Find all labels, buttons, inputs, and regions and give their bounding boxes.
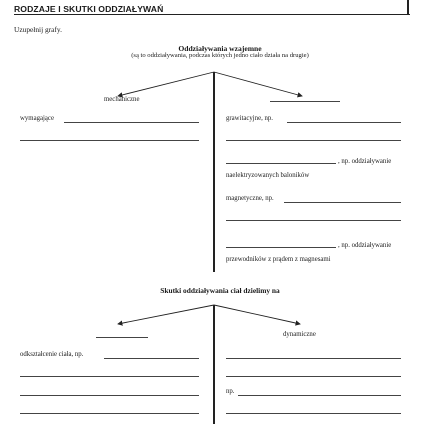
graph1-magn-blank-1[interactable] (284, 202, 401, 203)
instruction-text: Uzupełnij grafy. (14, 25, 62, 34)
graph1-arrow-right (214, 72, 302, 96)
graph2-right-blank-3[interactable] (238, 395, 401, 396)
graph1-right-branch-blank[interactable] (270, 101, 340, 102)
graph2-arrow-left (118, 305, 214, 324)
graph1-left-item-blank-1[interactable] (64, 122, 199, 123)
graph2-right-branch: dynamiczne (283, 331, 316, 338)
graph1-cond-label-b: przewodników z prądem z magnesami (226, 256, 331, 263)
graph1-grav-label: grawitacyjne, np. (226, 115, 273, 122)
graph1-left-branch: mechaniczne (104, 96, 140, 103)
graph2-right-blank-2[interactable] (226, 376, 401, 377)
graph2-right-blank-1[interactable] (226, 358, 401, 359)
graph1-divider (213, 72, 215, 272)
graph1-grav-blank-2[interactable] (226, 140, 401, 141)
graph1-left-item-label: wymagające (20, 115, 54, 122)
graph1-cond-label-a: , np. oddziaływanie (338, 242, 392, 249)
graph1-elec-blank[interactable] (226, 163, 336, 164)
graph1-elec-label-b: naelektryzowanych baloników (226, 172, 310, 179)
graph1-magn-label: magnetyczne, np. (226, 195, 274, 202)
graph2-right-blank-4[interactable] (226, 413, 401, 414)
graph1-grav-blank-1[interactable] (287, 122, 401, 123)
graph1-elec-label-a: , np. oddziaływanie (338, 158, 392, 165)
graph2-divider (213, 305, 215, 424)
graph2-title: Skutki oddziaływania ciał dzielimy na (160, 286, 280, 295)
page-title: RODZAJE I SKUTKI ODDZIAŁYWAŃ (14, 4, 164, 14)
graph1-magn-blank-2[interactable] (226, 220, 401, 221)
graph1-subtitle: (są to oddziaływania, podczas których jedno ciało działa na drugie) (131, 52, 309, 59)
graph2-right-item-label: np. (226, 388, 235, 395)
graph2-left-item-blank-3[interactable] (20, 395, 199, 396)
graph2-left-branch-blank[interactable] (96, 337, 148, 338)
graph1-left-item-blank-2[interactable] (20, 140, 199, 141)
graph2-arrow-right (214, 305, 300, 324)
graph1-title: Oddziaływania wzajemne (178, 44, 262, 53)
graph2-left-item-label: odkształcenie ciała, np. (20, 351, 84, 358)
graph1-cond-blank[interactable] (226, 247, 336, 248)
graph2-left-item-blank-1[interactable] (104, 358, 199, 359)
graph2-left-item-blank-4[interactable] (20, 413, 199, 414)
graph1-arrow-left (118, 72, 214, 96)
graph2-left-item-blank-2[interactable] (20, 376, 199, 377)
